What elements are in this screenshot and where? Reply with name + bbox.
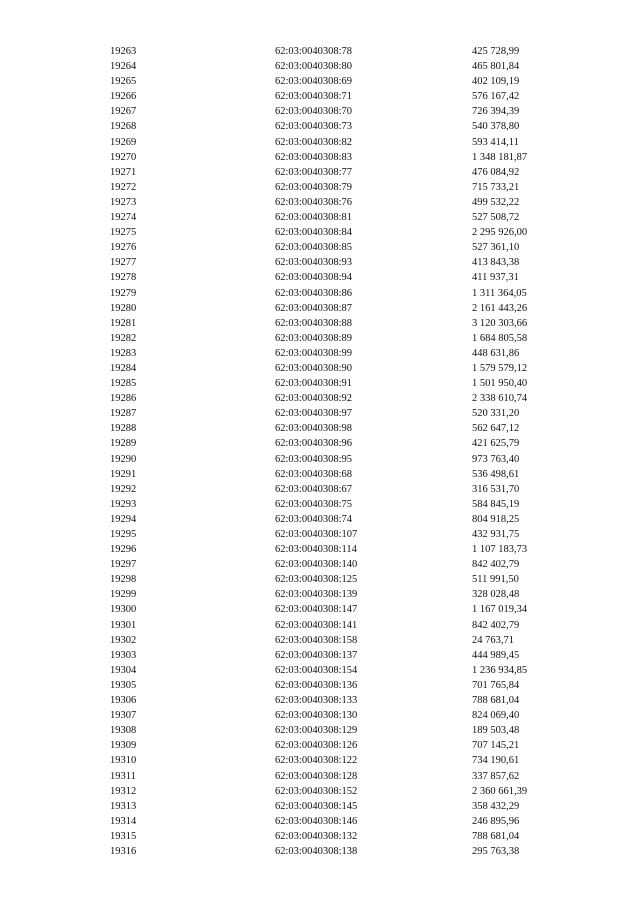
row-number: 19299 (110, 589, 137, 601)
value-amount: 1 501 950,40 (472, 378, 528, 390)
row-number: 19311 (110, 770, 136, 782)
table-row (110, 135, 630, 150)
cadastral-number: 62:03:0040308:93 (275, 257, 353, 269)
table-row (110, 286, 630, 301)
table-row (110, 376, 630, 391)
cadastral-number: 62:03:0040308:141 (275, 619, 358, 631)
value-amount: 1 167 019,34 (472, 604, 528, 616)
table-row (110, 527, 630, 542)
row-number: 19275 (110, 227, 137, 239)
cadastral-number: 62:03:0040308:126 (275, 740, 358, 752)
cadastral-number: 62:03:0040308:136 (275, 679, 358, 691)
cadastral-number: 62:03:0040308:89 (275, 332, 353, 344)
table-row (110, 572, 630, 587)
table-row (110, 648, 630, 663)
row-number: 19264 (110, 61, 137, 73)
value-amount: 715 733,21 (472, 181, 520, 193)
cadastral-number: 62:03:0040308:71 (275, 91, 353, 103)
value-amount: 448 631,86 (472, 347, 520, 359)
row-number: 19297 (110, 559, 137, 571)
cadastral-number: 62:03:0040308:91 (275, 378, 353, 390)
data-table (110, 44, 630, 859)
row-number: 19280 (110, 302, 137, 314)
value-amount: 1 236 934,85 (472, 664, 528, 676)
value-amount: 1 311 364,05 (472, 287, 527, 299)
value-amount: 1 107 183,73 (472, 544, 528, 556)
row-number: 19286 (110, 393, 137, 405)
cadastral-number: 62:03:0040308:68 (275, 468, 353, 480)
table-row (110, 436, 630, 451)
row-number: 19315 (110, 830, 137, 842)
cadastral-number: 62:03:0040308:81 (275, 212, 353, 224)
value-amount: 726 394,39 (472, 106, 520, 118)
row-number: 19314 (110, 815, 137, 827)
row-number: 19268 (110, 121, 137, 133)
table-row (110, 180, 630, 195)
value-amount: 527 361,10 (472, 242, 520, 254)
value-amount: 511 991,50 (472, 574, 519, 586)
row-number: 19312 (110, 785, 137, 797)
table-row (110, 618, 630, 633)
value-amount: 973 763,40 (472, 453, 520, 465)
table-row (110, 301, 630, 316)
row-number: 19287 (110, 408, 137, 420)
cadastral-number: 62:03:0040308:85 (275, 242, 353, 254)
table-row (110, 769, 630, 784)
value-amount: 842 402,79 (472, 559, 520, 571)
value-amount: 842 402,79 (472, 619, 520, 631)
cadastral-number: 62:03:0040308:74 (275, 513, 353, 525)
row-number: 19304 (110, 664, 137, 676)
value-amount: 411 937,31 (472, 272, 519, 284)
cadastral-number: 62:03:0040308:77 (275, 166, 353, 178)
table-row (110, 602, 630, 617)
value-amount: 584 845,19 (472, 498, 520, 510)
row-number: 19316 (110, 845, 137, 857)
table-row (110, 738, 630, 753)
row-number: 19281 (110, 317, 137, 329)
table-row (110, 693, 630, 708)
cadastral-number: 62:03:0040308:73 (275, 121, 353, 133)
table-row (110, 59, 630, 74)
cadastral-number: 62:03:0040308:90 (275, 362, 353, 374)
value-amount: 358 432,29 (472, 800, 520, 812)
cadastral-number: 62:03:0040308:86 (275, 287, 353, 299)
cadastral-number: 62:03:0040308:84 (275, 227, 353, 239)
table-row (110, 119, 630, 134)
value-amount: 402 109,19 (472, 76, 520, 88)
row-number: 19302 (110, 634, 137, 646)
table-row (110, 829, 630, 844)
cadastral-number: 62:03:0040308:79 (275, 181, 353, 193)
table-row (110, 678, 630, 693)
cadastral-number: 62:03:0040308:130 (275, 710, 358, 722)
row-number: 19303 (110, 649, 137, 661)
table-row (110, 784, 630, 799)
value-amount: 788 681,04 (472, 830, 520, 842)
table-row (110, 104, 630, 119)
cadastral-number: 62:03:0040308:129 (275, 725, 358, 737)
row-number: 19301 (110, 619, 137, 631)
cadastral-number: 62:03:0040308:80 (275, 61, 353, 73)
row-number: 19295 (110, 529, 137, 540)
cadastral-number: 62:03:0040308:82 (275, 136, 353, 148)
value-amount: 734 190,61 (472, 755, 520, 767)
row-number: 19276 (110, 242, 137, 254)
table-row (110, 346, 630, 361)
row-number: 19284 (110, 362, 137, 374)
table-row (110, 406, 630, 421)
table-row (110, 89, 630, 104)
value-amount: 444 989,45 (472, 649, 520, 661)
row-number: 19270 (110, 151, 137, 163)
cadastral-number: 62:03:0040308:122 (275, 755, 358, 767)
value-amount: 425 728,99 (472, 46, 520, 57)
value-amount: 3 120 303,66 (472, 317, 528, 329)
table-row (110, 587, 630, 602)
table-row (110, 361, 630, 376)
table-row (110, 44, 630, 59)
value-amount: 499 532,22 (472, 196, 520, 208)
cadastral-number: 62:03:0040308:146 (275, 815, 358, 827)
value-amount: 562 647,12 (472, 423, 520, 435)
table-row (110, 799, 630, 814)
table-row (110, 708, 630, 723)
table-row (110, 844, 630, 859)
table-row (110, 255, 630, 270)
value-amount: 1 684 805,58 (472, 332, 528, 344)
cadastral-number: 62:03:0040308:87 (275, 302, 353, 314)
row-number: 19277 (110, 257, 137, 269)
cadastral-number: 62:03:0040308:152 (275, 785, 358, 797)
cadastral-number: 62:03:0040308:158 (275, 634, 358, 646)
table-row (110, 452, 630, 467)
row-number: 19307 (110, 710, 137, 722)
cadastral-number: 62:03:0040308:70 (275, 106, 353, 118)
value-amount: 432 931,75 (472, 529, 520, 540)
value-amount: 536 498,61 (472, 468, 520, 480)
row-number: 19272 (110, 181, 137, 193)
cadastral-number: 62:03:0040308:128 (275, 770, 358, 782)
value-amount: 824 069,40 (472, 710, 520, 722)
row-number: 19273 (110, 196, 137, 208)
value-amount: 413 843,38 (472, 257, 520, 269)
row-number: 19300 (110, 604, 137, 616)
table-row (110, 421, 630, 436)
table-row (110, 316, 630, 331)
cadastral-number: 62:03:0040308:88 (275, 317, 353, 329)
table-row (110, 150, 630, 165)
row-number: 19290 (110, 453, 137, 465)
row-number: 19296 (110, 544, 137, 556)
cadastral-number: 62:03:0040308:125 (275, 574, 358, 586)
row-number: 19306 (110, 695, 137, 707)
row-number: 19288 (110, 423, 137, 435)
value-amount: 295 763,38 (472, 845, 520, 857)
cadastral-number: 62:03:0040308:133 (275, 695, 358, 707)
cadastral-number: 62:03:0040308:98 (275, 423, 353, 435)
value-amount: 2 360 661,39 (472, 785, 528, 797)
table-row (110, 270, 630, 285)
value-amount: 189 503,48 (472, 725, 520, 737)
table-row (110, 557, 630, 572)
value-amount: 1 579 579,12 (472, 362, 528, 374)
table-row (110, 225, 630, 240)
value-amount: 804 918,25 (472, 513, 520, 525)
cadastral-number: 62:03:0040308:67 (275, 483, 353, 495)
value-amount: 520 331,20 (472, 408, 520, 420)
row-number: 19279 (110, 287, 137, 299)
row-number: 19285 (110, 378, 137, 390)
table-row (110, 331, 630, 346)
value-amount: 707 145,21 (472, 740, 520, 752)
row-number: 19267 (110, 106, 137, 118)
table-row (110, 633, 630, 648)
table-row (110, 482, 630, 497)
cadastral-number: 62:03:0040308:139 (275, 589, 358, 601)
cadastral-number: 62:03:0040308:154 (275, 664, 358, 676)
value-amount: 540 378,80 (472, 121, 520, 133)
row-number: 19313 (110, 800, 137, 812)
cadastral-number: 62:03:0040308:94 (275, 272, 353, 284)
table-row (110, 210, 630, 225)
value-amount: 788 681,04 (472, 695, 520, 707)
table-row (110, 467, 630, 482)
cadastral-number: 62:03:0040308:83 (275, 151, 353, 163)
value-amount: 2 161 443,26 (472, 302, 528, 314)
cadastral-number: 62:03:0040308:96 (275, 438, 353, 450)
cadastral-number: 62:03:0040308:114 (275, 544, 357, 556)
row-number: 19283 (110, 347, 137, 359)
value-amount: 593 414,11 (472, 136, 519, 148)
table-row (110, 497, 630, 512)
cadastral-number: 62:03:0040308:140 (275, 559, 358, 571)
row-number: 19266 (110, 91, 137, 103)
value-amount: 527 508,72 (472, 212, 520, 224)
value-amount: 246 895,96 (472, 815, 520, 827)
value-amount: 2 338 610,74 (472, 393, 528, 405)
row-number: 19263 (110, 46, 137, 57)
value-amount: 576 167,42 (472, 91, 520, 103)
row-number: 19289 (110, 438, 137, 450)
value-amount: 2 295 926,00 (472, 227, 528, 239)
row-number: 19265 (110, 76, 137, 88)
table-row (110, 195, 630, 210)
cadastral-number: 62:03:0040308:99 (275, 347, 353, 359)
table-row (110, 542, 630, 557)
row-number: 19309 (110, 740, 137, 752)
table-row (110, 391, 630, 406)
cadastral-number: 62:03:0040308:69 (275, 76, 353, 88)
row-number: 19298 (110, 574, 137, 586)
row-number: 19282 (110, 332, 137, 344)
table-row (110, 165, 630, 180)
row-number: 19292 (110, 483, 137, 495)
cadastral-number: 62:03:0040308:95 (275, 453, 353, 465)
row-number: 19294 (110, 513, 137, 525)
row-number: 19291 (110, 468, 137, 480)
table-row (110, 512, 630, 527)
row-number: 19269 (110, 136, 137, 148)
cadastral-number: 62:03:0040308:107 (275, 529, 358, 540)
cadastral-number: 62:03:0040308:97 (275, 408, 353, 420)
value-amount: 337 857,62 (472, 770, 520, 782)
cadastral-number: 62:03:0040308:138 (275, 845, 358, 857)
cadastral-number: 62:03:0040308:145 (275, 800, 358, 812)
table-row (110, 663, 630, 678)
table-row (110, 723, 630, 738)
table-row (110, 74, 630, 89)
value-amount: 421 625,79 (472, 438, 520, 450)
table-row (110, 814, 630, 829)
row-number: 19305 (110, 679, 137, 691)
cadastral-number: 62:03:0040308:132 (275, 830, 358, 842)
cadastral-number: 62:03:0040308:75 (275, 498, 353, 510)
row-number: 19278 (110, 272, 137, 284)
row-number: 19308 (110, 725, 137, 737)
value-amount: 701 765,84 (472, 679, 520, 691)
value-amount: 476 084,92 (472, 166, 520, 178)
cadastral-number: 62:03:0040308:147 (275, 604, 358, 616)
value-amount: 465 801,84 (472, 61, 520, 73)
cadastral-number: 62:03:0040308:137 (275, 649, 358, 661)
value-amount: 1 348 181,87 (472, 151, 528, 163)
value-amount: 316 531,70 (472, 483, 520, 495)
row-number: 19293 (110, 498, 137, 510)
row-number: 19310 (110, 755, 137, 767)
cadastral-number: 62:03:0040308:92 (275, 393, 353, 405)
row-number: 19271 (110, 166, 137, 178)
value-amount: 328 028,48 (472, 589, 520, 601)
cadastral-number: 62:03:0040308:78 (275, 46, 353, 57)
table-row (110, 240, 630, 255)
cadastral-number: 62:03:0040308:76 (275, 196, 353, 208)
table-row (110, 753, 630, 768)
value-amount: 24 763,71 (472, 634, 514, 646)
row-number: 19274 (110, 212, 137, 224)
